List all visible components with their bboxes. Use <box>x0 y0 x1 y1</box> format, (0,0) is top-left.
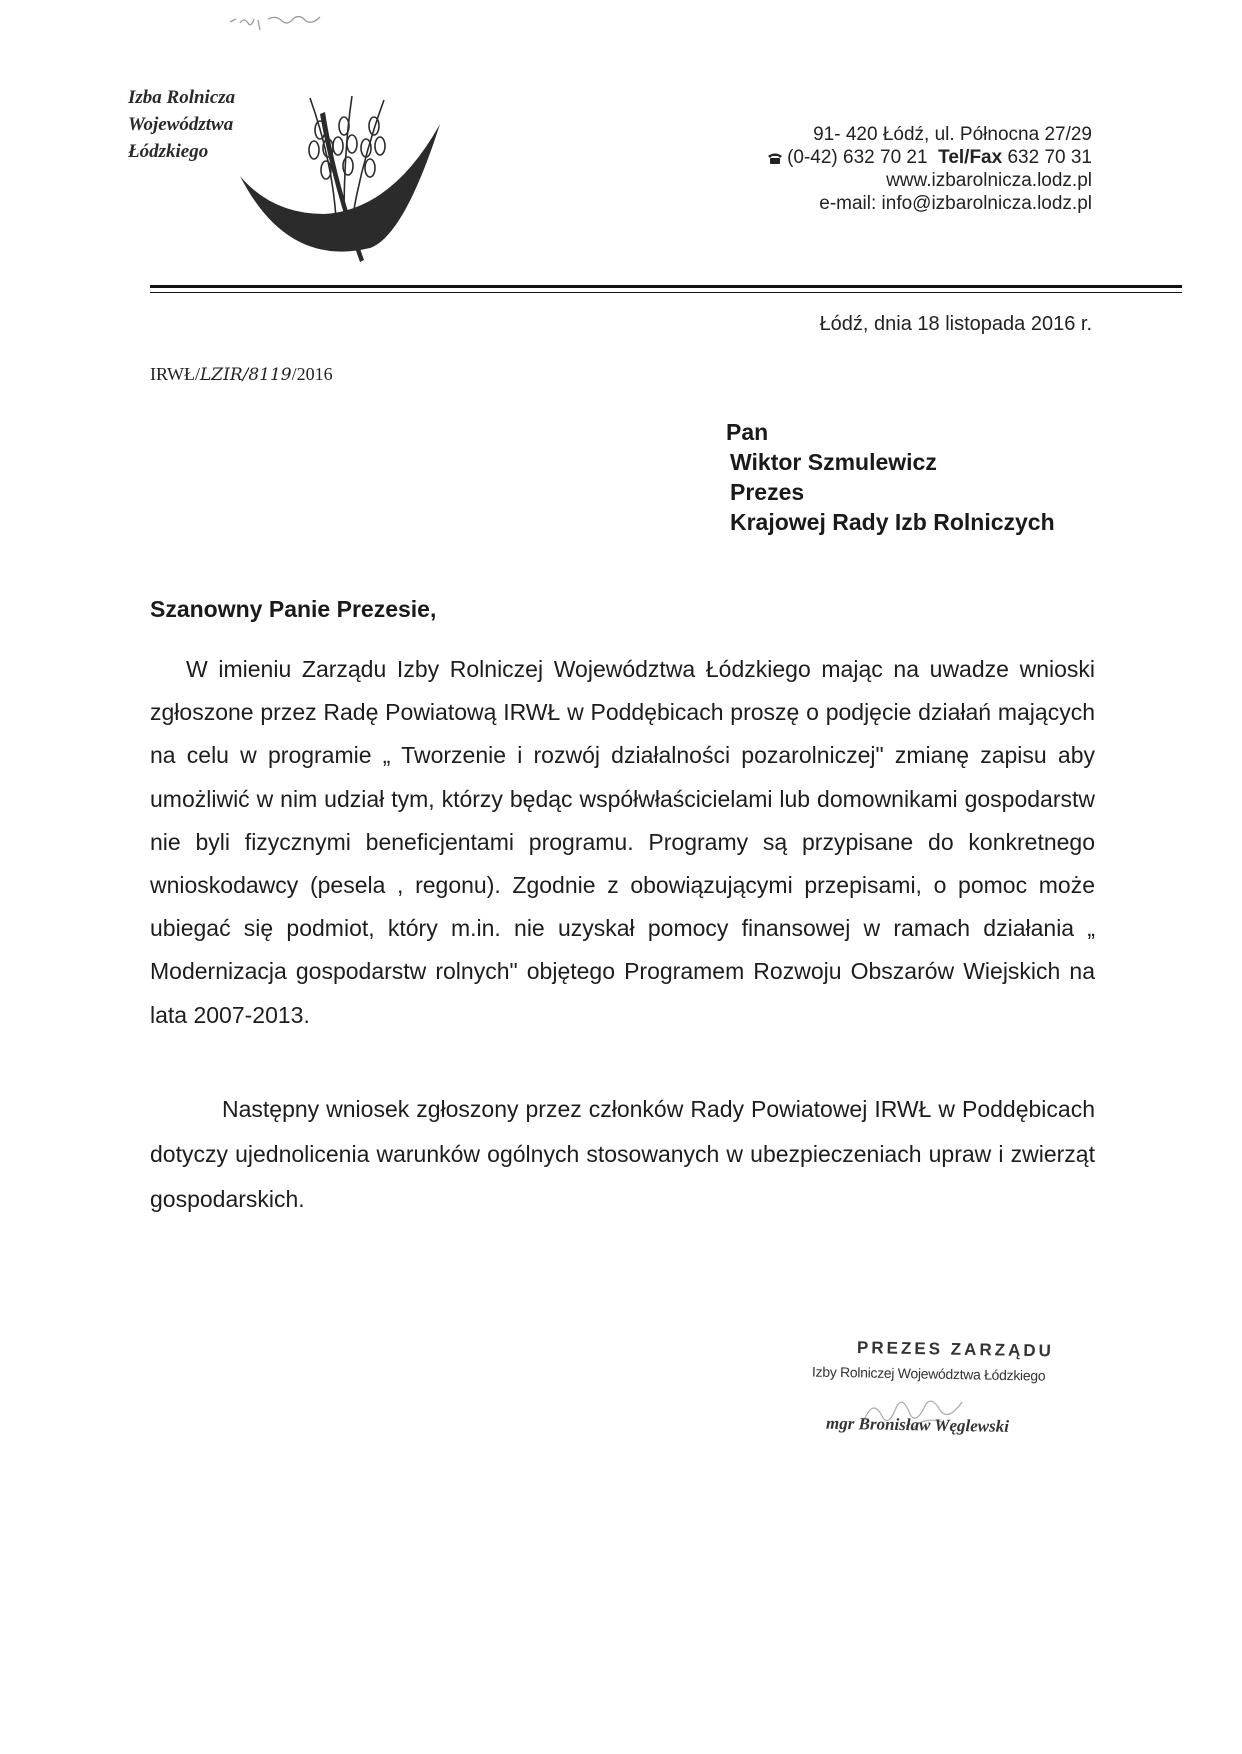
organization-name: Izba Rolnicza Województwa Łódzkiego <box>128 87 236 162</box>
body-paragraph-2: Następny wniosek zgłoszony przez członków Rady Powiatowej IRWŁ w Poddębicach dotyczy ujednolicenia warunków ogólnych stosowanych w ubezpieczeniach upraw i zwierząt gospodarskich. <box>150 1096 1095 1212</box>
body-paragraph-1: W imieniu Zarządu Izby Rolniczej Województwa Łódzkiego mając na uwadze wnioski zgłoszone przez Radę Powiatową IRWŁ w Poddębicach proszę o podjęcie działań mających na celu w programie „ Tworzenie i rozwój działalności pozarolniczej" zmianę zapisu aby umożliwić w nim udział tym, którzy będąc współwłaścicielami lub domownikami gospodarstw nie byli fizycznymi beneficjentami programu. Programy są przypisane do konkretnego wnioskodawcy (pesela , regonu). Zgodnie z obowiązującymi przepisami, o pomoc może ubiegać się podmiot, który m.in. nie uzyskał pomocy finansowej w ramach działania „ Modernizacja gospodarstw rolnych" objętego Programem Rozwoju Obszarów Wiejskich na lata 2007-2013. <box>150 656 1095 1028</box>
address-line: 91- 420 Łódź, ul. Północna 27/29 <box>813 124 1092 145</box>
signature-title: PREZES ZARZĄDU <box>856 1337 1055 1361</box>
phone-line: (0-42) 632 70 21 Tel/Fax 632 70 31 <box>767 146 1092 169</box>
salutation: Szanowny Panie Prezesie, <box>150 596 437 622</box>
signatory-name: mgr Bronisław Węglewski <box>825 1413 1010 1436</box>
reference-number: IRWŁ/LZIR/8119/2016 <box>150 364 333 385</box>
handwritten-scribble <box>228 10 324 32</box>
recipient-block: Pan Wiktor Szmulewicz Prezes Krajowej Rady Izb Rolniczych <box>726 419 1055 535</box>
header-divider-thick <box>150 285 1182 288</box>
wheat-boat-logo <box>232 90 442 270</box>
signature-organization: Izby Rolniczej Województwa Łódzkiego <box>811 1363 1046 1384</box>
telephone-icon <box>767 152 783 164</box>
contact-block <box>767 123 1092 215</box>
handwritten-reference: LZIR/8119 <box>200 365 292 385</box>
header-divider-thin <box>150 292 1182 293</box>
signature-block <box>811 1337 1092 1436</box>
email-link[interactable]: e-mail: info@izbarolnicza.lodz.pl <box>819 193 1092 214</box>
website-link[interactable]: www.izbarolnicza.lodz.pl <box>886 170 1092 191</box>
letter-date: Łódź, dnia 18 listopada 2016 r. <box>819 313 1092 335</box>
